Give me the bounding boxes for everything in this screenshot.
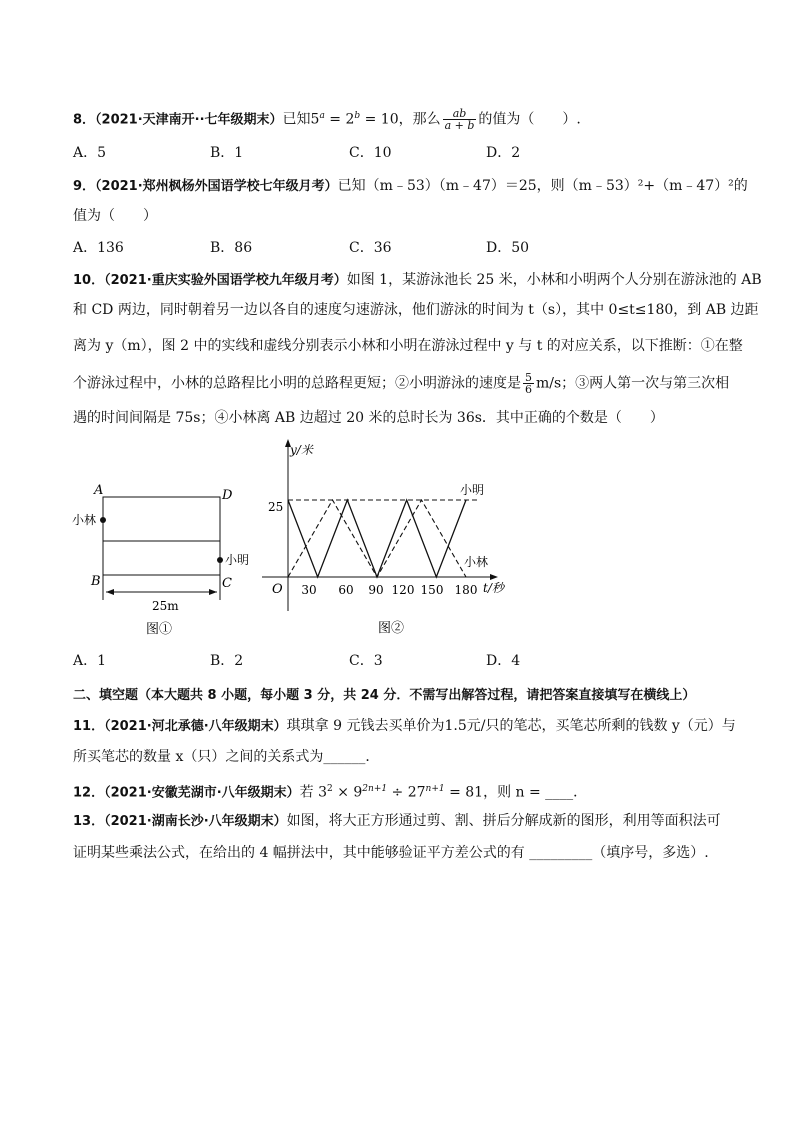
q11-line1: 琪琪拿 9 元钱去买单价为1.5元/只的笔芯，买笔芯所剩的钱数 y（元）与 bbox=[286, 718, 736, 734]
q9-option-a[interactable]: A．136 bbox=[73, 240, 124, 256]
label-xiaoming: 小明 bbox=[225, 553, 250, 567]
x-tick-180: 180 bbox=[454, 583, 478, 597]
xiaolin-dot bbox=[100, 517, 106, 523]
q8-option-a[interactable]: A．5 bbox=[73, 145, 107, 161]
label-length: 25m bbox=[152, 599, 179, 613]
label-d: D bbox=[222, 488, 233, 503]
figure-2-caption: 图② bbox=[378, 621, 405, 636]
q10-line4b: m/s；③两人第一次与第三次相 bbox=[536, 375, 730, 392]
q10-line4a: 个游泳过程中，小林的总路程比小明的总路程更短；②小明游泳的速度是 bbox=[73, 375, 521, 392]
q10-stem-line1 bbox=[73, 270, 762, 291]
figure-1-caption: 图① bbox=[146, 622, 173, 637]
series-label-xiaolin: 小林 bbox=[464, 555, 489, 569]
q11-stem-line1 bbox=[73, 716, 736, 737]
y-tick-25: 25 bbox=[268, 500, 284, 514]
q10-stem-line4 bbox=[73, 372, 729, 395]
q10-option-a[interactable]: A．1 bbox=[73, 653, 107, 669]
figure-1-pool bbox=[70, 470, 250, 640]
q12-exp-1: 2 bbox=[327, 784, 333, 794]
label-xiaolin: 小林 bbox=[72, 513, 97, 527]
q11-source: （2021·河北承德·八年级期末） bbox=[104, 719, 287, 734]
q8-source: （2021·天津南开··七年级期末） bbox=[95, 112, 283, 128]
x-tick-60: 60 bbox=[338, 583, 354, 597]
q10-number: 10． bbox=[73, 273, 105, 288]
q8-text-a: 已知 bbox=[282, 111, 311, 128]
xiaoming-dot bbox=[217, 557, 223, 563]
q8-option-b[interactable]: B．1 bbox=[210, 145, 244, 161]
q10-line5: 遇的时间间隔是 75s；④小林离 AB 边超过 20 米的总时长为 36s．其中正确的个数是（ ） bbox=[73, 410, 664, 426]
q10-option-d[interactable]: D．4 bbox=[486, 653, 521, 669]
q9-number: 9． bbox=[73, 179, 96, 194]
y-axis-label: y/米 bbox=[290, 443, 313, 457]
q10-speed-den: 6 bbox=[525, 383, 532, 396]
q12-mid2: ÷ 27 bbox=[387, 784, 426, 801]
q8-options bbox=[73, 143, 673, 163]
x-tick-30: 30 bbox=[301, 583, 317, 597]
q9-source: （2021·郑州枫杨外国语学校七年级月考） bbox=[95, 179, 338, 194]
q9-stem-line1 bbox=[73, 176, 748, 197]
q8-text-c: 的值为（ ）. bbox=[478, 111, 581, 128]
q12-mid1: × 9 bbox=[332, 784, 363, 801]
q8-fraction bbox=[443, 108, 477, 131]
q8-option-d[interactable]: D．2 bbox=[486, 145, 521, 161]
q9-option-d[interactable]: D．50 bbox=[486, 240, 530, 256]
figure-2-chart bbox=[258, 436, 518, 646]
label-b: B bbox=[91, 574, 101, 589]
q12-exp-3: n+1 bbox=[425, 784, 445, 794]
q12-exp-2: 2n+1 bbox=[362, 784, 388, 794]
series-label-xiaoming: 小明 bbox=[460, 483, 485, 497]
q12-stem bbox=[73, 779, 587, 804]
x-axis-arrow bbox=[490, 574, 498, 580]
q8-option-c[interactable]: C．10 bbox=[349, 145, 392, 161]
q12-pre: 若 3 bbox=[299, 784, 328, 801]
q10-option-b[interactable]: B．2 bbox=[210, 653, 244, 669]
q10-options bbox=[73, 651, 673, 671]
q8-sup-b: b bbox=[354, 111, 361, 121]
q10-source: （2021·重庆实验外国语学校九年级月考） bbox=[104, 273, 347, 288]
q8-sup-a: a bbox=[319, 111, 325, 121]
pool-rectangle bbox=[103, 497, 220, 575]
origin-label: O bbox=[272, 582, 283, 597]
q9-line1: 已知（m﹣53）（m﹣47）＝25，则（m﹣53）²+（m﹣47）²的 bbox=[337, 178, 748, 194]
q9-option-c[interactable]: C．36 bbox=[349, 240, 392, 256]
label-a: A bbox=[94, 483, 104, 498]
q9-options bbox=[73, 238, 673, 258]
xiaolin-series-line bbox=[288, 500, 466, 577]
q12-number: 12． bbox=[73, 785, 105, 801]
section-2-heading: 二、填空题（本大题共 8 小题，每小题 3 分，共 24 分．不需写出解答过程，请把答案直接填写在横线上） bbox=[73, 688, 696, 703]
x-tick-150: 150 bbox=[420, 583, 444, 597]
q13-line2: 证明某些乘法公式，在给出的 4 幅拼法中，其中能够验证平方差公式的有 _________（填序号，多选）. bbox=[73, 845, 709, 861]
q8-expr-a: 5 bbox=[310, 111, 320, 128]
x-axis-label: t/秒 bbox=[483, 581, 504, 595]
label-c: C bbox=[222, 576, 232, 591]
q13-stem-line1 bbox=[73, 811, 721, 832]
q8-number: 8． bbox=[73, 112, 96, 128]
q8-stem bbox=[73, 106, 581, 131]
q10-line2: 和 CD 两边，同时朝着另一边以各自的速度匀速游泳，他们游泳的时间为 t（s），其中 0≤t≤180，到 AB 边距 bbox=[73, 302, 759, 318]
q9-line2: 值为（ ） bbox=[73, 208, 157, 224]
q8-expr-mid: = 2 bbox=[324, 111, 355, 128]
q10-speed-fraction bbox=[523, 372, 534, 395]
q8-frac-num: ab bbox=[443, 108, 477, 120]
q10-line3: 离为 y（m），图 2 中的实线和虚线分别表示小林和小明在游泳过程中 y 与 t 的对应关系，以下推断：①在整 bbox=[73, 338, 743, 354]
q13-line1: 如图，将大正方形通过剪、割、拼后分解成新的图形，利用等面积法可 bbox=[286, 813, 721, 829]
xiaoming-series-line bbox=[288, 500, 466, 577]
x-tick-90: 90 bbox=[368, 583, 384, 597]
q10-option-c[interactable]: C．3 bbox=[349, 653, 383, 669]
q12-source: （2021·安徽芜湖市·八年级期末） bbox=[104, 785, 300, 801]
q8-expr-end: = 10 bbox=[360, 111, 399, 128]
q12-post: = 81，则 n = ____． bbox=[444, 784, 588, 801]
q8-frac-den: a + b bbox=[444, 119, 475, 133]
x-tick-120: 120 bbox=[391, 583, 415, 597]
q10-line1: 如图 1，某游泳池长 25 米，小林和小明两个人分别在游泳池的 AB bbox=[346, 272, 762, 288]
q13-source: （2021·湖南长沙·八年级期末） bbox=[104, 814, 287, 829]
q10-speed-num: 5 bbox=[525, 371, 532, 384]
q8-text-b: ，那么 bbox=[398, 111, 441, 128]
q11-number: 11． bbox=[73, 719, 105, 734]
q11-line2: 所买笔芯的数量 x（只）之间的关系式为______． bbox=[73, 749, 380, 765]
q9-option-b[interactable]: B．86 bbox=[210, 240, 253, 256]
q13-number: 13． bbox=[73, 814, 105, 829]
